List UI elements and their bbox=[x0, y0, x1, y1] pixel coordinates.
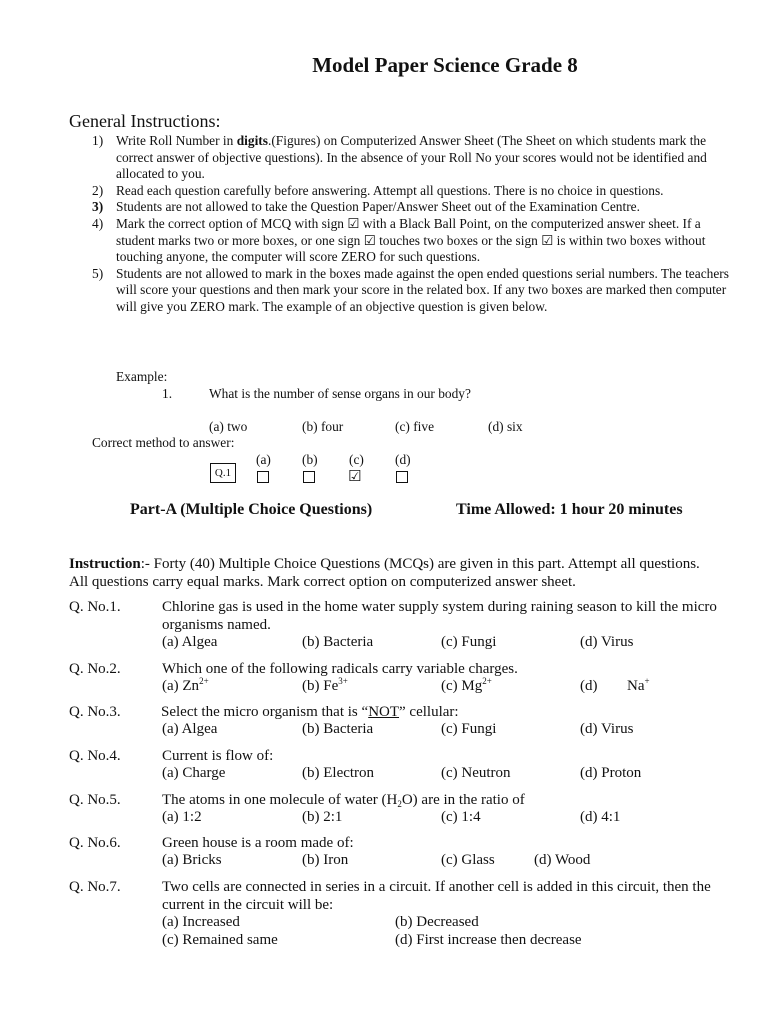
answer-option: (d) First increase then decrease bbox=[395, 932, 582, 948]
example-option: (b) four bbox=[302, 419, 344, 434]
answer-option: (c) Glass bbox=[441, 852, 495, 868]
example-option: (a) two bbox=[209, 419, 248, 434]
example-question-number: 1. bbox=[162, 386, 173, 401]
answer-option: (b) 2:1 bbox=[302, 809, 343, 825]
instruction-item: 1) Write Roll Number in digits.(Figures) on Computerized Answer Sheet (The Sheet on which students mark the correct answer of objective questions). In the absence of your Roll No your scores would not be identified and allocated to you. bbox=[92, 133, 707, 182]
answer-option: (b) Decreased bbox=[395, 914, 479, 930]
empty-box-icon bbox=[303, 471, 315, 483]
answer-option: (a) $Zn^{2+}$ bbox=[162, 676, 209, 694]
instruction-item: 5) Students are not allowed to mark in the boxes made against the open ended questions serial numbers. The teachers will score your questions and then mark your score in the related box. If any two boxes are marked then computer will give you ZERO mark. The example of an objective question is given below. bbox=[92, 265, 729, 314]
answer-option: (c) Remained same bbox=[162, 932, 278, 948]
question-number: Q. No.6. bbox=[69, 835, 121, 851]
answer-option: (b) Bacteria bbox=[302, 634, 374, 650]
answer-option: (d) 4:1 bbox=[580, 809, 621, 825]
answer-option: (c) Neutron bbox=[441, 765, 511, 781]
part-a-heading: Part-A (Multiple Choice Questions) bbox=[130, 501, 373, 518]
answer-option: (a) Algea bbox=[162, 634, 218, 650]
general-instructions-heading: General Instructions: bbox=[69, 111, 221, 131]
answer-option: (b) Iron bbox=[302, 852, 349, 868]
answer-letter: (b) bbox=[302, 452, 318, 467]
answer-letter: (c) bbox=[349, 452, 364, 467]
answer-option: (a) 1:2 bbox=[162, 809, 202, 825]
answer-option: (a) Algea bbox=[162, 721, 218, 737]
answer-option: (d) Virus bbox=[580, 634, 634, 650]
question-text: Two cells are connected in series in a circuit. If another cell is added in this circuit, then the current in the circuit will be: bbox=[162, 879, 711, 913]
answer-option: (b) Electron bbox=[302, 765, 375, 781]
example-option: (c) five bbox=[395, 419, 435, 434]
answer-option: (b) Bacteria bbox=[302, 721, 374, 737]
answer-option: (a) Bricks bbox=[162, 852, 222, 868]
question-text: Green house is a room made of: bbox=[162, 835, 354, 851]
part-a-instruction: Instruction:- Forty (40) Multiple Choice Questions (MCQs) are given in this part. Attempt all questions. All questions carry equal marks. Mark correct option on computerized answer sheet. bbox=[69, 556, 700, 590]
question-number: Q. No.3. bbox=[69, 704, 121, 720]
answer-option: (d) bbox=[580, 678, 598, 694]
answer-option: (d) Wood bbox=[534, 852, 591, 868]
question-text: Current is flow of: bbox=[162, 748, 274, 764]
correct-method-label: Correct method to answer: bbox=[92, 435, 235, 450]
answer-option: (c) $Mg^{2+}$ bbox=[441, 676, 492, 694]
example-option: (d) six bbox=[488, 419, 523, 434]
instruction-item: 3) Students are not allowed to take the Question Paper/Answer Sheet out of the Examination Centre. bbox=[92, 199, 640, 215]
instruction-item: 2) Read each question carefully before answering. Attempt all questions. There is no choice in questions. bbox=[92, 182, 664, 198]
question-text: Chlorine gas is used in the home water supply system during raining season to kill the micro organisms named. bbox=[162, 599, 717, 633]
question-number: Q. No.2. bbox=[69, 661, 121, 677]
answer-letter: (a) bbox=[256, 452, 271, 467]
answer-option: (c) 1:4 bbox=[441, 809, 481, 825]
empty-box-icon bbox=[396, 471, 408, 483]
answer-option: (a) Increased bbox=[162, 914, 240, 930]
checkbox-sign-icon: ☑ bbox=[541, 232, 554, 248]
example-label: Example: bbox=[116, 369, 168, 384]
checked-box-icon: ☑ bbox=[348, 467, 362, 485]
answer-option: Na+ bbox=[627, 676, 650, 694]
instructions-list bbox=[92, 133, 732, 316]
answer-letter: (d) bbox=[395, 452, 411, 467]
question-number: Q. No.5. bbox=[69, 792, 121, 808]
question-number-box: Q.1 bbox=[210, 463, 236, 483]
time-allowed: Time Allowed: 1 hour 20 minutes bbox=[456, 501, 683, 518]
question-number: Q. No.1. bbox=[69, 599, 121, 615]
instruction-item: 4) Mark the correct option of MCQ with sign ☑ with a Black Ball Point, on the computerized answer sheet. If a student marks two or more boxes, or one sign ☑ touches two boxes or the sign ☑ is within two boxes without touching anyone, the computer will score ZERO for such questions. bbox=[92, 215, 706, 265]
question-text: Select the micro organism that is “NOT” cellular: bbox=[161, 704, 459, 720]
answer-option: (b) $Fe^{3+}$ bbox=[302, 676, 348, 694]
answer-option: (a) Charge bbox=[162, 765, 226, 781]
example-question: What is the number of sense organs in our body? bbox=[209, 386, 471, 401]
empty-box-icon bbox=[257, 471, 269, 483]
question-text: Which one of the following radicals carry variable charges. bbox=[162, 661, 518, 677]
question-text: The atoms in one molecule of water $(H_2O)$ are in the ratio of bbox=[162, 792, 525, 809]
answer-option: (d) Proton bbox=[580, 765, 642, 781]
answer-option: (c) Fungi bbox=[441, 634, 497, 650]
answer-option: (c) Fungi bbox=[441, 721, 497, 737]
question-number: Q. No.4. bbox=[69, 748, 121, 764]
checkbox-sign-icon: ☑ bbox=[363, 232, 376, 248]
checkbox-sign-icon: ☑ bbox=[347, 215, 360, 231]
question-number: Q. No.7. bbox=[69, 879, 121, 895]
answer-option: (d) Virus bbox=[580, 721, 634, 737]
page-title: Model Paper Science Grade 8 bbox=[312, 53, 578, 77]
